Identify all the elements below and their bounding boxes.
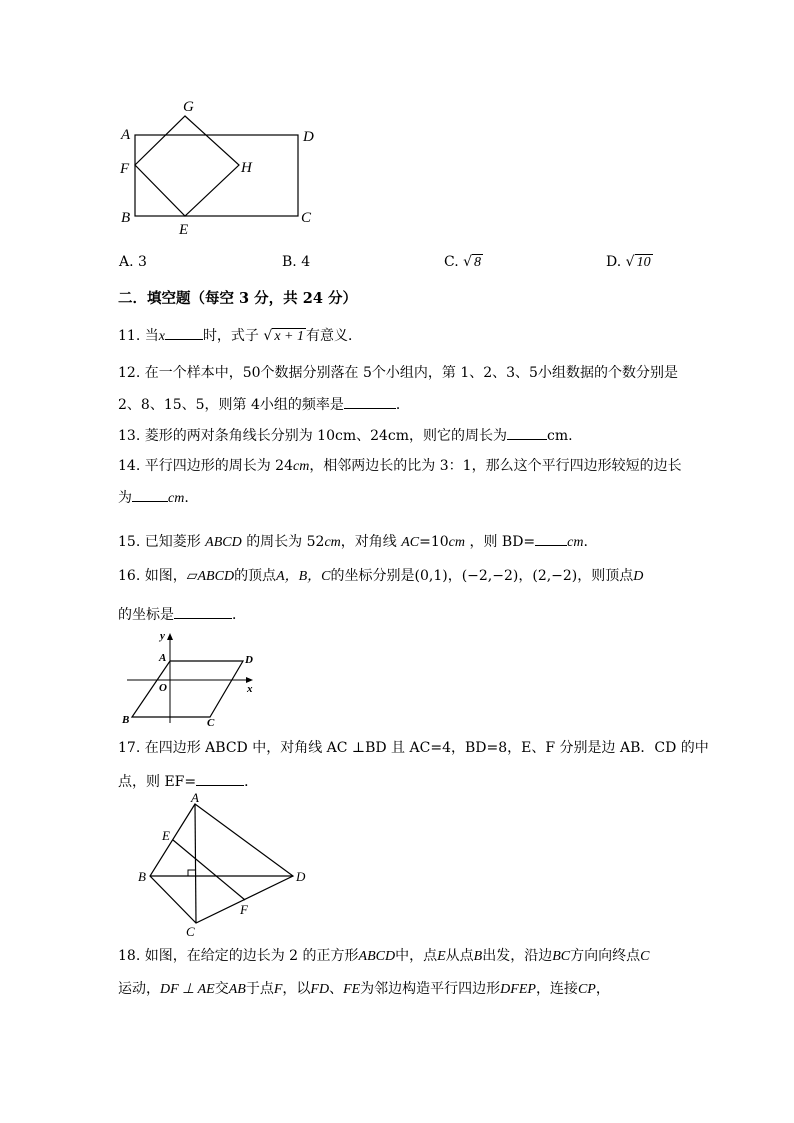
q11-var: x [158,329,165,344]
answer-blank[interactable] [507,425,547,440]
q11-prefix: 11. 当 [118,328,159,344]
q16-dpt: D [633,569,644,584]
q12-end: ． [395,397,410,413]
rectangle-abcd [135,135,298,216]
label-o: O [159,682,167,694]
label-e: E [179,222,189,238]
sqrt-sign-icon: √ [263,328,273,344]
q16-abcd: ABCD [197,569,235,584]
q18-l2b: 交 [214,981,229,997]
question-12-line2 [118,394,410,415]
q18-c: C [640,949,650,964]
q13-unit: cm. [547,428,573,444]
question-14-line1 [118,456,682,477]
q18-l1d: 出发，沿边 [482,948,553,964]
q16-coords: (0,1)，(−2,−2)，(2,−2) [414,568,578,584]
answer-blank[interactable] [174,604,232,619]
label-b: B [122,714,130,726]
q15-ac: AC [401,535,420,550]
q14-text-b: ，相邻两边长的比为 3：1，那么这个平行四边形较短的边长 [309,458,682,474]
label-f: F [120,161,130,177]
q18-fe: FE [343,982,361,997]
segment-ef [173,840,245,900]
q16-end: ． [232,607,246,623]
q18-l2a: 运动， [118,981,160,997]
q15-d: =10 [419,534,449,550]
question-18-line2 [118,979,610,1000]
label-c: C [207,717,215,726]
option-d [606,252,653,272]
option-d-prefix: D. [606,254,622,270]
q15-cm2: cm [448,535,465,550]
q12-text: 2、8、15、5，则第 4小组的频率是 [118,397,344,413]
answer-blank[interactable] [165,325,203,340]
parallelogram-icon: ▱ [186,568,198,584]
question-15 [118,531,588,553]
question-18-line1 [118,946,649,967]
q11-suffix: 有意义． [305,328,362,344]
q18-l2e: 、 [329,981,344,997]
q17-line2: 点，则 EF= [118,774,197,790]
q18-l2g: ，连接 [535,981,578,997]
q16-b: 的顶点 [234,568,277,584]
answer-blank[interactable] [535,531,567,546]
q14-unit2: cm [168,491,185,506]
question-14-line2 [118,487,189,509]
option-a: A. 3 [119,254,147,270]
right-angle-mark [188,870,195,876]
q18-rel: DF ⊥ AE [160,982,215,997]
diagonal-ac [195,804,196,923]
parallelogram-abcd [132,661,243,717]
question-11 [118,325,362,347]
q18-l1b: 中，点 [395,948,438,964]
option-d-radicand: 10 [636,255,651,270]
q11-mid: 时，式子 [202,328,259,344]
label-b: B [138,869,146,884]
q18-abcd: ABCD [358,949,396,964]
y-axis-arrow-icon [167,633,173,640]
label-c: C [186,924,195,938]
label-a: A [191,790,199,805]
section-heading: 二．填空题（每空 3 分，共 24 分） [118,290,357,307]
q16-points: A，B，C [276,569,331,584]
q11-radicand: x + 1 [274,329,304,344]
q18-l2h: ， [595,981,610,997]
question-17-line1: 17. 在四边形 ABCD 中，对角线 AC ⊥BD 且 AC=4，BD=8，E、F 分别是边 AB．CD 的中 [118,740,709,756]
q18-bc: BC [552,949,571,964]
q18-l1c: 从点 [445,948,474,964]
q15-c: ，对角线 [340,534,397,550]
label-e: E [162,828,170,843]
q16-a: 16. 如图， [118,568,187,584]
label-d: D [303,129,314,145]
question-13 [118,425,573,446]
answer-blank[interactable] [196,771,244,786]
q18-f: F [273,982,283,997]
figure-q17 [130,790,315,938]
q18-ab: AB [228,982,246,997]
q18-l2d: ，以 [282,981,311,997]
q15-cm1: cm [324,535,341,550]
q14-unit1: cm [292,459,310,474]
answer-blank[interactable] [344,394,396,409]
q18-l1a: 18. 如图，在给定的边长为 2 的正方形 [118,948,359,964]
q15-e: ，则 BD= [469,534,536,550]
q15-abcd: ABCD [205,535,242,550]
quadrilateral-abcd [150,804,293,923]
figure-q16 [115,628,260,726]
question-16-line1 [118,566,643,587]
question-12-line1: 12. 在一个样本中，50个数据分别落在 5个小组内，第 1、2、3、5小组数据的个数分别是 [118,365,678,381]
q18-e: E [437,949,446,964]
label-h: H [241,160,252,176]
option-b: B. 4 [282,254,311,270]
q15-cm3: cm [567,535,584,550]
figure-q10 [110,95,330,243]
q18-fd: FD [310,982,330,997]
q16-c: 的坐标分别是 [330,568,415,584]
sqrt-sign-icon: √ [625,254,635,270]
q14-line2-prefix: 为 [118,490,132,506]
label-b: B [121,210,131,226]
label-c: C [301,210,312,226]
q18-l2c: 于点 [245,981,274,997]
sqrt-sign-icon: √ [463,254,473,270]
question-17-line2 [118,771,258,792]
q16-line2: 的坐标是 [118,607,174,623]
square-efgh [135,116,239,216]
q18-l1e: 方向向终点 [570,948,641,964]
q13-text: 13. 菱形的两对条角线长分别为 10cm、24cm，则它的周长为 [118,428,508,444]
question-16-line2 [118,604,246,625]
q15-end: . [583,534,588,550]
label-d: D [245,654,253,666]
label-a: A [121,127,131,143]
label-g: G [183,99,194,115]
label-f: F [240,902,248,917]
answer-blank[interactable] [132,487,168,502]
label-d: D [296,869,306,884]
option-c-radicand: 8 [474,255,482,270]
q18-l2f: 为邻边构造平行四边形 [360,981,501,997]
q15-a: 15. 已知菱形 [118,534,201,550]
q18-dfep: DFEP [500,982,536,997]
q15-b: 的周长为 52 [246,534,325,550]
label-y: y [160,630,165,642]
q18-b: B [473,949,483,964]
label-x: x [247,683,253,695]
label-a: A [159,652,167,664]
q17-end: ． [244,774,259,790]
q18-cp: CP [577,982,596,997]
option-c-prefix: C. [444,254,459,270]
q16-d: ，则顶点 [577,568,634,584]
option-c [444,252,483,272]
q14-text-a: 14. 平行四边形的周长为 24 [118,458,293,474]
q14-end: . [184,490,189,506]
